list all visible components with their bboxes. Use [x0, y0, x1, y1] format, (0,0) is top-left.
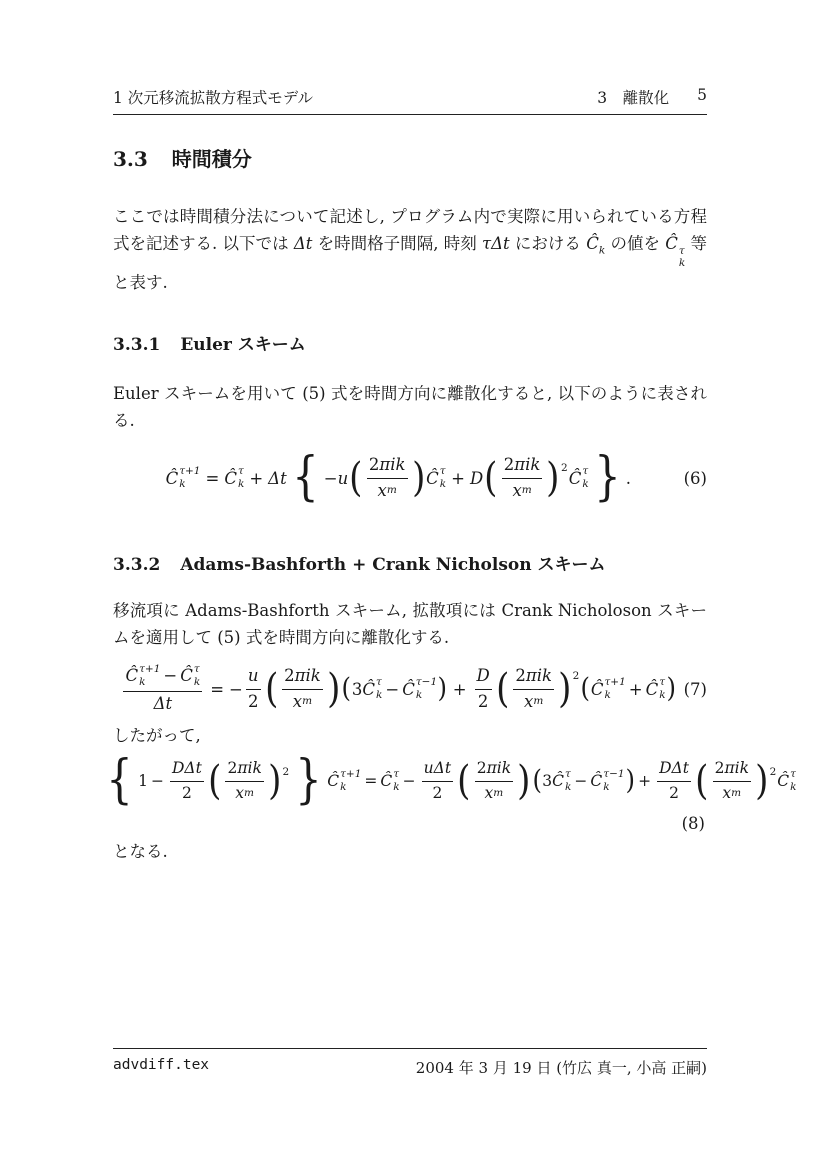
c-hat-symbol: Ĉ — [590, 772, 603, 791]
supsub-stack — [238, 465, 244, 491]
denominator — [483, 784, 506, 803]
superscript: τ — [678, 245, 685, 257]
fraction-bar — [475, 781, 513, 782]
page-footer — [113, 1048, 707, 1078]
c-hat-term — [362, 676, 382, 702]
left-paren: ( — [349, 455, 363, 502]
subscript: k — [790, 781, 797, 794]
math-token: u — [337, 468, 349, 488]
fraction-bar — [225, 781, 263, 782]
denominator: 2 — [669, 783, 679, 802]
subscript: k — [582, 478, 589, 491]
subscript: k — [237, 478, 245, 491]
fraction — [513, 666, 554, 712]
page-header — [113, 86, 707, 115]
c-hat-term — [327, 768, 361, 794]
math-token: πik — [237, 759, 262, 778]
fraction — [282, 666, 323, 712]
superscript: τ+1 — [604, 676, 626, 688]
fraction-bar — [123, 691, 202, 692]
plus-sign: + — [638, 772, 652, 791]
math-token: x — [524, 691, 534, 711]
denominator — [233, 784, 256, 803]
exponent: 2 — [769, 766, 777, 779]
superscript: τ — [376, 676, 382, 688]
paragraph-text: ここでは時間積分法について記述し, プログラム内で実際に用いられている方程式を記述する. 以下では — [113, 207, 707, 253]
supsub-stack — [604, 676, 625, 702]
minus-sign: − — [385, 679, 400, 699]
numerator — [513, 666, 554, 687]
numerator — [367, 455, 408, 476]
subsection-number: 3.3.2 — [113, 555, 161, 576]
c-hat-symbol: Ĉ — [380, 772, 393, 791]
footer-filename: advdiff.tex — [113, 1057, 210, 1073]
c-hat-term — [402, 676, 437, 702]
denominator — [720, 784, 743, 803]
right-paren: ) — [437, 672, 448, 704]
c-hat-symbol: Ĉ — [645, 679, 659, 699]
math-token: 2 — [476, 759, 487, 778]
equals-sign: = — [210, 679, 225, 699]
exponent: 2 — [572, 670, 580, 683]
numerator — [475, 759, 513, 778]
subscript: k — [393, 781, 400, 794]
superscript: τ+1 — [340, 768, 362, 780]
fraction — [225, 759, 263, 803]
supsub-stack — [139, 663, 160, 689]
minus-sign: − — [150, 772, 164, 791]
math-token: D — [469, 468, 484, 488]
math-token: πik — [514, 455, 541, 474]
section-heading — [113, 143, 707, 172]
math-token: 2 — [227, 759, 238, 778]
denominator: 2 — [477, 691, 489, 711]
fraction — [422, 759, 453, 803]
fraction — [502, 455, 543, 501]
left-paren: ( — [580, 672, 591, 704]
c-hat-term — [166, 465, 201, 491]
superscript: τ — [565, 768, 571, 780]
math-token: τΔt — [481, 234, 510, 253]
abcn-paragraph: 移流項に Adams-Bashforth スキーム, 拡散項には Crank Nicholoson スキームを適用して (5) 式を時間方向に離散化する. — [113, 601, 707, 648]
math-token: Δt — [293, 234, 313, 253]
therefore-text: したがって, — [113, 726, 201, 746]
subscript: m — [493, 786, 504, 799]
supsub-stack — [393, 768, 399, 794]
math-token: x — [484, 783, 494, 802]
left-brace: { — [292, 447, 319, 508]
superscript: τ — [439, 465, 446, 477]
numerator: DΔt — [171, 759, 202, 778]
equation-number: (6) — [683, 468, 707, 488]
plus-sign: + — [451, 468, 465, 488]
subscript: m — [302, 695, 313, 708]
c-hat-term — [646, 676, 666, 702]
subscript: k — [439, 478, 447, 491]
math-token: 2 — [714, 759, 725, 778]
math-token: 3 — [351, 679, 363, 699]
c-hat-symbol: Ĉ — [402, 679, 415, 699]
fraction — [713, 759, 751, 803]
equals-sign: = — [364, 772, 378, 791]
paragraph-text: を時間格子間隔, 時刻 — [312, 234, 482, 253]
c-hat-symbol: Ĉ — [426, 468, 439, 488]
left-paren: ( — [264, 666, 278, 713]
footer-date-authors: 2004 年 3 月 19 日 (竹広 真一, 小高 正嗣) — [415, 1059, 707, 1077]
c-hat-symbol: Ĉ — [125, 666, 139, 685]
fraction-bar — [170, 781, 204, 782]
c-hat-term — [224, 465, 244, 491]
math-token: 1 — [138, 772, 148, 791]
c-hat-symbol: Ĉ — [362, 679, 376, 699]
supsub-stack — [416, 676, 437, 702]
math-token: 2 — [368, 455, 380, 474]
header-right — [597, 86, 707, 108]
page-body — [106, 143, 797, 865]
minus-sign: − — [229, 679, 243, 699]
supsub-stack — [582, 465, 588, 491]
equation-6 — [113, 446, 707, 510]
supsub-stack — [659, 676, 665, 702]
fraction — [657, 759, 691, 803]
period: . — [625, 468, 632, 488]
supsub-stack — [179, 465, 200, 491]
math-token: πik — [379, 455, 406, 474]
subsection-title: Euler スキーム — [180, 335, 306, 356]
becomes-text: となる. — [113, 842, 168, 862]
subsection-number: 3.3.1 — [113, 335, 161, 356]
math-token: 3 — [542, 772, 553, 791]
subscript: m — [731, 786, 742, 799]
fraction-bar — [713, 781, 751, 782]
minus-sign: − — [574, 772, 588, 791]
denominator — [376, 481, 399, 502]
math-token: 2 — [284, 666, 295, 685]
right-paren: ) — [326, 666, 341, 713]
fraction — [123, 663, 202, 715]
plus-sign: + — [628, 679, 643, 699]
math-token: x — [722, 783, 732, 802]
denominator — [291, 692, 314, 713]
numerator — [713, 759, 751, 778]
superscript: τ+1 — [139, 663, 161, 676]
subscript: m — [386, 484, 397, 497]
numerator: u — [247, 666, 259, 685]
math-token: πik — [486, 759, 512, 778]
left-paren: ( — [532, 764, 542, 796]
minus-sign: − — [323, 468, 338, 488]
left-paren: ( — [341, 672, 352, 704]
math-token: x — [377, 480, 387, 500]
denominator: 2 — [247, 691, 259, 711]
subscript: k — [179, 478, 186, 491]
supsub-stack — [440, 465, 446, 491]
subscript: k — [604, 689, 611, 702]
fraction-bar — [367, 478, 408, 479]
c-hat-term — [777, 768, 796, 794]
c-hat-symbol: Ĉ — [586, 234, 599, 253]
fraction — [170, 759, 204, 803]
equation-7-content — [113, 663, 684, 715]
c-hat-term — [426, 465, 446, 491]
supsub-stack — [194, 663, 200, 689]
right-paren: ) — [558, 666, 572, 713]
c-hat-term — [569, 465, 589, 491]
equation-7 — [113, 658, 707, 720]
paragraph-text: の値を — [605, 234, 666, 253]
c-hat-symbol: Ĉ — [777, 772, 790, 791]
superscript: τ+1 — [179, 465, 201, 477]
left-brace: { — [106, 750, 133, 811]
equation-number: (8) — [681, 814, 705, 834]
right-paren: ) — [625, 764, 635, 796]
c-hat-term — [590, 768, 624, 794]
subscript: k — [139, 676, 146, 689]
subscript: k — [340, 781, 347, 794]
math-token: πik — [294, 666, 321, 685]
supsub-stack — [790, 768, 796, 794]
fraction-bar — [282, 689, 323, 690]
left-paren: ( — [484, 455, 498, 502]
fraction — [475, 666, 492, 712]
fraction-bar — [475, 689, 492, 690]
c-hat-symbol: Ĉ — [568, 468, 582, 488]
fraction — [246, 666, 261, 712]
left-paren: ( — [495, 666, 510, 713]
superscript: τ — [790, 768, 796, 780]
math-token: 2 — [503, 455, 515, 474]
subscript: k — [565, 781, 572, 794]
right-paren: ) — [546, 455, 560, 502]
equation-number: (7) — [683, 679, 707, 699]
math-token: 2 — [515, 666, 526, 685]
euler-paragraph: Euler スキームを用いて (5) 式を時間方向に離散化すると, 以下のように表される. — [113, 384, 707, 431]
c-hat-symbol: Ĉ — [590, 679, 604, 699]
denominator: 2 — [181, 783, 192, 802]
header-section-title: 3 離散化 — [597, 89, 670, 107]
subsection-heading — [113, 550, 707, 575]
paragraph-text: 等と表す. — [113, 234, 707, 293]
subscript: k — [598, 244, 606, 257]
c-hat-term — [180, 663, 200, 689]
supsub-stack — [376, 676, 382, 702]
equation-8 — [101, 750, 797, 811]
right-paren: ) — [666, 672, 676, 704]
c-hat-term — [552, 768, 571, 794]
numerator — [123, 663, 202, 689]
subscript: k — [415, 689, 423, 702]
exponent: 2 — [282, 766, 290, 779]
subscript: m — [244, 786, 254, 799]
c-hat-term — [591, 676, 626, 702]
numerator: DΔt — [659, 759, 689, 778]
superscript: τ−1 — [603, 768, 625, 780]
left-paren: ( — [457, 758, 471, 805]
numerator: D — [476, 666, 490, 685]
c-hat-symbol: Ĉ — [327, 772, 340, 791]
superscript: τ — [393, 768, 400, 780]
left-paren: ( — [207, 758, 222, 805]
c-hat-term — [380, 768, 399, 794]
math-token: x — [292, 691, 303, 711]
equals-sign: = — [205, 468, 220, 488]
fraction-bar — [657, 781, 691, 782]
denominator: Δt — [153, 694, 173, 714]
exponent: 2 — [561, 462, 568, 474]
superscript: τ — [582, 465, 589, 477]
plus-sign: + — [452, 679, 467, 699]
supsub-stack — [603, 768, 624, 794]
fraction-bar — [246, 689, 261, 690]
minus-sign: − — [402, 772, 416, 791]
c-hat-term — [125, 663, 160, 689]
denominator — [522, 692, 545, 713]
math-token: πik — [525, 666, 552, 685]
fraction-bar — [502, 478, 543, 479]
c-hat-symbol: Ĉ — [224, 468, 237, 488]
right-paren: ) — [411, 455, 425, 502]
paragraph-text: における — [509, 234, 587, 253]
numerator — [502, 455, 543, 476]
supsub-stack — [340, 768, 361, 794]
denominator: 2 — [432, 783, 443, 802]
section-title: 時間積分 — [171, 147, 252, 171]
right-paren: ) — [517, 758, 531, 805]
superscript: τ — [193, 663, 200, 676]
math-token: Δt — [268, 468, 287, 488]
numerator — [225, 759, 263, 778]
subsection-heading — [113, 330, 707, 355]
superscript: τ — [237, 465, 244, 477]
supsub-stack — [565, 768, 571, 794]
right-brace: } — [295, 750, 322, 811]
subsection-title: Adams-Bashforth + Crank Nicholson スキーム — [180, 555, 606, 576]
numerator — [282, 666, 323, 687]
subscript: k — [659, 689, 666, 702]
equation-8-content — [101, 750, 797, 811]
left-paren: ( — [695, 758, 709, 805]
subscript: k — [193, 676, 201, 689]
right-brace: } — [594, 447, 621, 508]
subscript: k — [678, 257, 686, 270]
right-paren: ) — [755, 758, 769, 805]
equation-6-content — [113, 447, 684, 508]
math-token: x — [235, 783, 245, 802]
subscript: k — [603, 781, 610, 794]
superscript: τ — [659, 676, 666, 688]
minus-sign: − — [163, 666, 178, 685]
c-hat-symbol: Ĉ — [552, 772, 565, 791]
header-chapter-title: 1 次元移流拡散方程式モデル — [113, 89, 314, 107]
denominator — [510, 481, 533, 502]
math-token: πik — [724, 759, 749, 778]
math-token: x — [512, 480, 522, 500]
fraction-bar — [513, 689, 554, 690]
superscript: τ−1 — [415, 676, 438, 688]
c-hat-symbol: Ĉ — [180, 666, 193, 685]
plus-sign: + — [249, 468, 264, 488]
subscript: m — [533, 695, 544, 708]
right-paren: ) — [268, 758, 282, 805]
fraction — [367, 455, 408, 501]
c-hat-symbol: Ĉ — [665, 234, 678, 253]
fraction-bar — [422, 781, 453, 782]
fraction — [475, 759, 513, 803]
numerator: uΔt — [423, 759, 452, 778]
header-page-number: 5 — [697, 86, 707, 104]
section-number: 3.3 — [113, 147, 148, 171]
subscript: m — [521, 484, 532, 497]
subscript: k — [376, 689, 383, 702]
c-hat-symbol: Ĉ — [165, 468, 179, 488]
intro-paragraph — [113, 203, 707, 296]
